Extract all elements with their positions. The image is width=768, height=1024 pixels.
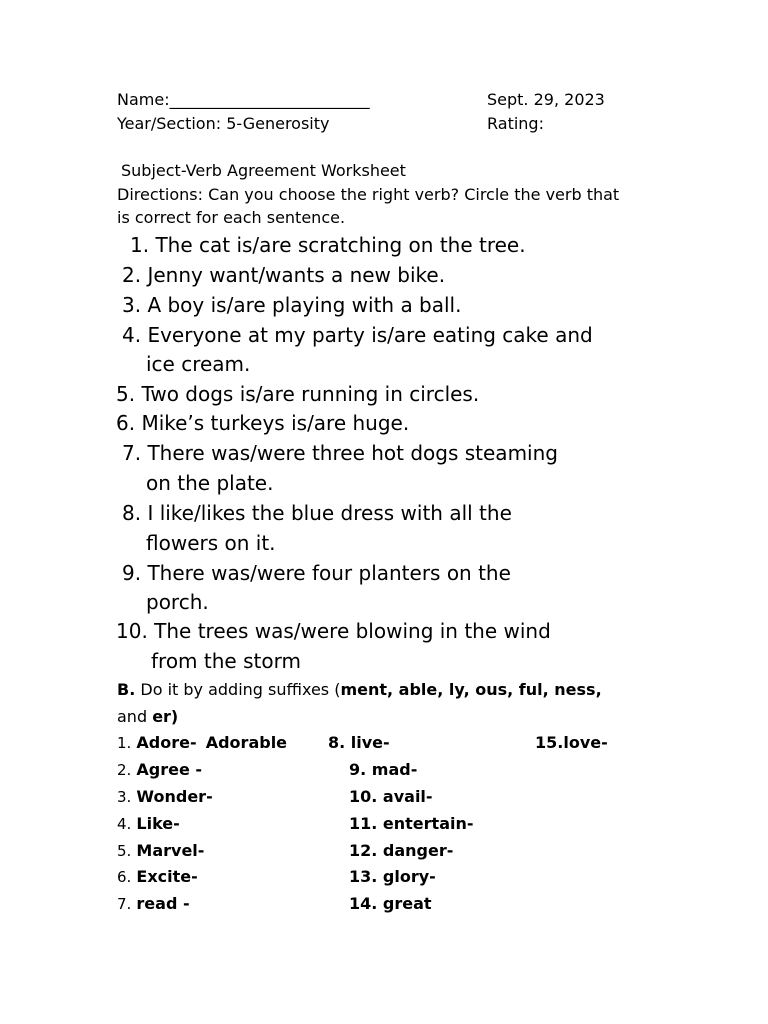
sentence-8-continued: flowers on it. (146, 531, 276, 555)
part-b-instruction (117, 679, 602, 701)
suffix-item-number: 4. (117, 815, 132, 833)
suffix-item-number: 5. (117, 842, 132, 860)
worksheet-title: Subject-Verb Agreement Worksheet (121, 161, 406, 180)
sentence-7-continued: on the plate. (146, 471, 274, 495)
rating-label: Rating: (487, 114, 544, 133)
sentence-9: 9. There was/were four planters on the (122, 561, 511, 585)
sentence-7: 7. There was/were three hot dogs steaming (122, 441, 558, 465)
suffix-item-4 (117, 813, 180, 835)
suffix-item-number: 1. (117, 734, 132, 752)
suffix-item-12: 12. danger- (349, 841, 454, 860)
sentence-1: 1. The cat is/are scratching on the tree. (130, 233, 526, 257)
suffix-item-word: Wonder- (136, 787, 213, 806)
part-b-label: B. (117, 680, 136, 699)
suffix-item-8: 8. live- (328, 733, 390, 752)
suffix-item-13: 13. glory- (349, 867, 436, 886)
suffix-list: ment, able, ly, ous, ful, ness, (340, 680, 602, 699)
suffix-item-word: Like- (136, 814, 180, 833)
suffix-item-9: 9. mad- (349, 760, 418, 779)
sentence-10-continued: from the storm (151, 649, 301, 673)
suffix-item-word: Agree - (136, 760, 203, 779)
suffix-item-number: 6. (117, 868, 132, 886)
directions-line-2: is correct for each sentence. (117, 208, 346, 227)
sentence-3: 3. A boy is/are playing with a ball. (122, 293, 462, 317)
sentence-2: 2. Jenny want/wants a new bike. (122, 263, 446, 287)
suffix-item-number: 3. (117, 788, 132, 806)
suffix-item-15: 15.love- (535, 733, 608, 752)
suffix-item-5 (117, 840, 204, 862)
suffix-item-11: 11. entertain- (349, 814, 474, 833)
sentence-4-continued: ice cream. (146, 352, 251, 376)
sentence-9-continued: porch. (146, 590, 209, 614)
suffix-item-6 (117, 866, 198, 888)
sentence-10: 10. The trees was/were blowing in the wind (116, 619, 551, 643)
suffix-item-answer: Adorable (205, 733, 288, 752)
sentence-6: 6. Mike’s turkeys is/are huge. (116, 411, 410, 435)
part-b-instruction-text: Do it by adding suffixes ( (140, 680, 341, 699)
suffix-item-word: Marvel- (136, 841, 205, 860)
sentence-5: 5. Two dogs is/are running in circles. (116, 382, 480, 406)
suffix-item-10: 10. avail- (349, 787, 433, 806)
sentence-8: 8. I like/likes the blue dress with all the (122, 501, 512, 525)
year-section-text: Year/Section: 5-Generosity (117, 114, 330, 133)
suffix-item-7 (117, 893, 190, 915)
suffix-item-1 (117, 732, 287, 754)
suffix-item-word: read - (136, 894, 190, 913)
date-text: Sept. 29, 2023 (487, 90, 605, 109)
part-b-and-text: and (117, 707, 153, 726)
name-field-label: Name:_________________________ (117, 90, 370, 109)
sentence-4: 4. Everyone at my party is/are eating cake and (122, 323, 593, 347)
suffix-item-number: 7. (117, 895, 132, 913)
suffix-er: er) (152, 707, 179, 726)
directions-line-1: Directions: Can you choose the right verb? Circle the verb that (117, 185, 620, 204)
suffix-item-3 (117, 786, 213, 808)
suffix-item-2 (117, 759, 202, 781)
suffix-item-14: 14. great (349, 894, 432, 913)
part-b-instruction-line-2 (117, 706, 178, 728)
suffix-item-word: Excite- (136, 867, 198, 886)
suffix-item-number: 2. (117, 761, 132, 779)
suffix-item-word: Adore- (136, 733, 197, 752)
